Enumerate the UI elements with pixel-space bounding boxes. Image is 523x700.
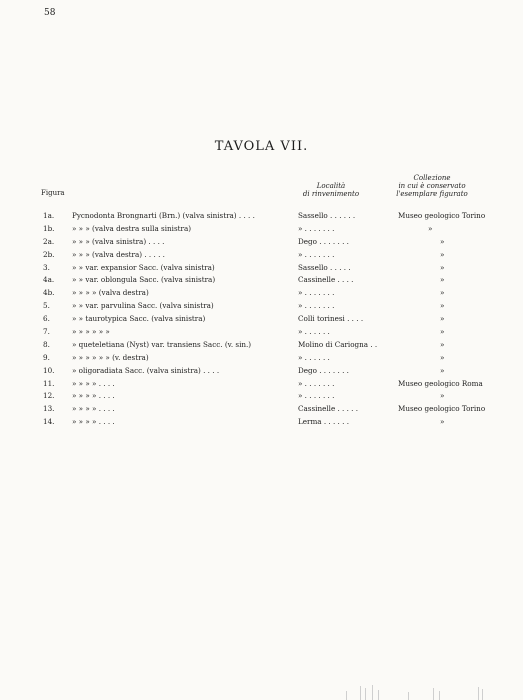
table-row bbox=[0, 237, 523, 250]
locality: Molino di Cariogna . . bbox=[298, 339, 378, 349]
species-description: » » var. oblongula Sacc. (valva sinistra) bbox=[72, 275, 216, 285]
locality: Cassinelle . . . . bbox=[298, 275, 354, 285]
locality: Colli torinesi . . . . bbox=[298, 314, 364, 324]
locality: Sassello . . . . . bbox=[298, 262, 351, 272]
figure-number: 10. bbox=[43, 365, 55, 375]
plate-table bbox=[0, 211, 523, 430]
table-row bbox=[0, 263, 523, 276]
locality: » . . . . . . . bbox=[298, 391, 335, 401]
table-row bbox=[0, 288, 523, 301]
header-collezione-line1: Collezione bbox=[413, 174, 451, 182]
header-localita-line1: Località bbox=[316, 182, 346, 190]
collection: » bbox=[440, 352, 445, 362]
locality: Sassello . . . . . . bbox=[298, 211, 356, 220]
locality: » . . . . . . . bbox=[298, 378, 335, 388]
plate-title: TAVOLA VII. bbox=[214, 139, 309, 154]
figure-number: 5. bbox=[43, 301, 50, 311]
header-collezione-line3: l'esemplare figurato bbox=[396, 190, 468, 198]
header-localita bbox=[296, 182, 366, 198]
locality: Cassinelle . . . . . bbox=[298, 404, 359, 414]
collection: » bbox=[440, 327, 445, 337]
table-row bbox=[0, 404, 523, 417]
figure-number: 6. bbox=[43, 314, 50, 324]
species-description: » » var. expansior Sacc. (valva sinistra) bbox=[72, 262, 215, 272]
figure-number: 2a. bbox=[43, 236, 55, 246]
species-description: » » » » . . . . bbox=[72, 417, 115, 427]
species-description: » » taurotypica Sacc. (valva sinistra) bbox=[72, 314, 206, 324]
species-description: Pycnodonta Brongnarti (Brn.) (valva sinistra) . . . . bbox=[72, 211, 255, 220]
locality: Lerma . . . . . . bbox=[298, 417, 349, 427]
table-row bbox=[0, 275, 523, 288]
collection: » bbox=[440, 249, 445, 259]
figure-number: 8. bbox=[43, 339, 50, 349]
collection: » bbox=[440, 365, 445, 375]
species-description: » » » » » » (v. destra) bbox=[72, 352, 149, 362]
figure-number: 3. bbox=[43, 262, 50, 272]
header-localita-line2: di rinvenimento bbox=[302, 190, 360, 198]
collection: » bbox=[440, 301, 445, 311]
locality: » . . . . . . . bbox=[298, 301, 335, 311]
locality: » . . . . . . . bbox=[298, 223, 335, 233]
locality: » . . . . . . . bbox=[298, 249, 335, 259]
collection: Museo geologico Roma bbox=[398, 378, 483, 388]
table-row bbox=[0, 211, 523, 224]
collection: » bbox=[440, 275, 445, 285]
collection: » bbox=[440, 262, 445, 272]
collection: » bbox=[440, 314, 445, 324]
table-row bbox=[0, 327, 523, 340]
species-description: » » » » . . . . bbox=[72, 391, 115, 401]
species-description: » » » » . . . . bbox=[72, 404, 115, 414]
species-description: » oligoradiata Sacc. (valva sinistra) . . . . bbox=[72, 365, 220, 375]
table-row bbox=[0, 250, 523, 263]
collection: » bbox=[440, 391, 445, 401]
figure-number: 1b. bbox=[43, 223, 55, 233]
collection: » bbox=[440, 236, 445, 246]
figure-number: 11. bbox=[43, 378, 55, 388]
locality: Dego . . . . . . . bbox=[298, 236, 349, 246]
species-description: » » var. parvulina Sacc. (valva sinistra) bbox=[72, 301, 214, 311]
figure-number: 12. bbox=[43, 391, 55, 401]
locality: Dego . . . . . . . bbox=[298, 365, 349, 375]
species-description: » » » » » » bbox=[72, 327, 110, 337]
collection: » bbox=[440, 417, 445, 427]
collection: » bbox=[440, 288, 445, 298]
species-description: » queteletiana (Nyst) var. transiens Sacc. (v. sin.) bbox=[72, 339, 252, 349]
species-description: » » » » . . . . bbox=[72, 378, 115, 388]
collection: Museo geologico Torino bbox=[398, 404, 486, 414]
table-row bbox=[0, 391, 523, 404]
collection: » bbox=[440, 339, 445, 349]
figure-number: 4a. bbox=[43, 275, 55, 285]
locality: » . . . . . . bbox=[298, 352, 330, 362]
collection: Museo geologico Torino bbox=[398, 211, 486, 220]
table-row bbox=[0, 353, 523, 366]
species-description: » » » (valva sinistra) . . . . bbox=[72, 236, 165, 246]
table-row bbox=[0, 417, 523, 430]
table-row bbox=[0, 224, 523, 237]
figure-number: 4b. bbox=[43, 288, 55, 298]
figure-number: 1a. bbox=[43, 211, 55, 220]
locality: » . . . . . . . bbox=[298, 288, 335, 298]
species-description: » » » » (valva destra) bbox=[72, 288, 149, 298]
page-number: 58 bbox=[44, 8, 56, 18]
header-collezione bbox=[382, 174, 482, 198]
table-row bbox=[0, 379, 523, 392]
figure-number: 9. bbox=[43, 352, 50, 362]
table-row bbox=[0, 340, 523, 353]
locality: » . . . . . . bbox=[298, 327, 330, 337]
figure-number: 2b. bbox=[43, 249, 55, 259]
figure-number: 7. bbox=[43, 327, 50, 337]
species-description: » » » (valva destra) . . . . . bbox=[72, 249, 165, 259]
scan-artifacts bbox=[338, 683, 498, 700]
table-row bbox=[0, 301, 523, 314]
figure-number: 13. bbox=[43, 404, 55, 414]
figure-number: 14. bbox=[43, 417, 55, 427]
table-row bbox=[0, 314, 523, 327]
species-description: » » » (valva destra sulla sinistra) bbox=[72, 223, 192, 233]
collection: » bbox=[428, 223, 433, 233]
header-collezione-line2: in cui è conservato bbox=[398, 182, 466, 190]
header-figura: Figura bbox=[41, 189, 65, 197]
table-row bbox=[0, 366, 523, 379]
